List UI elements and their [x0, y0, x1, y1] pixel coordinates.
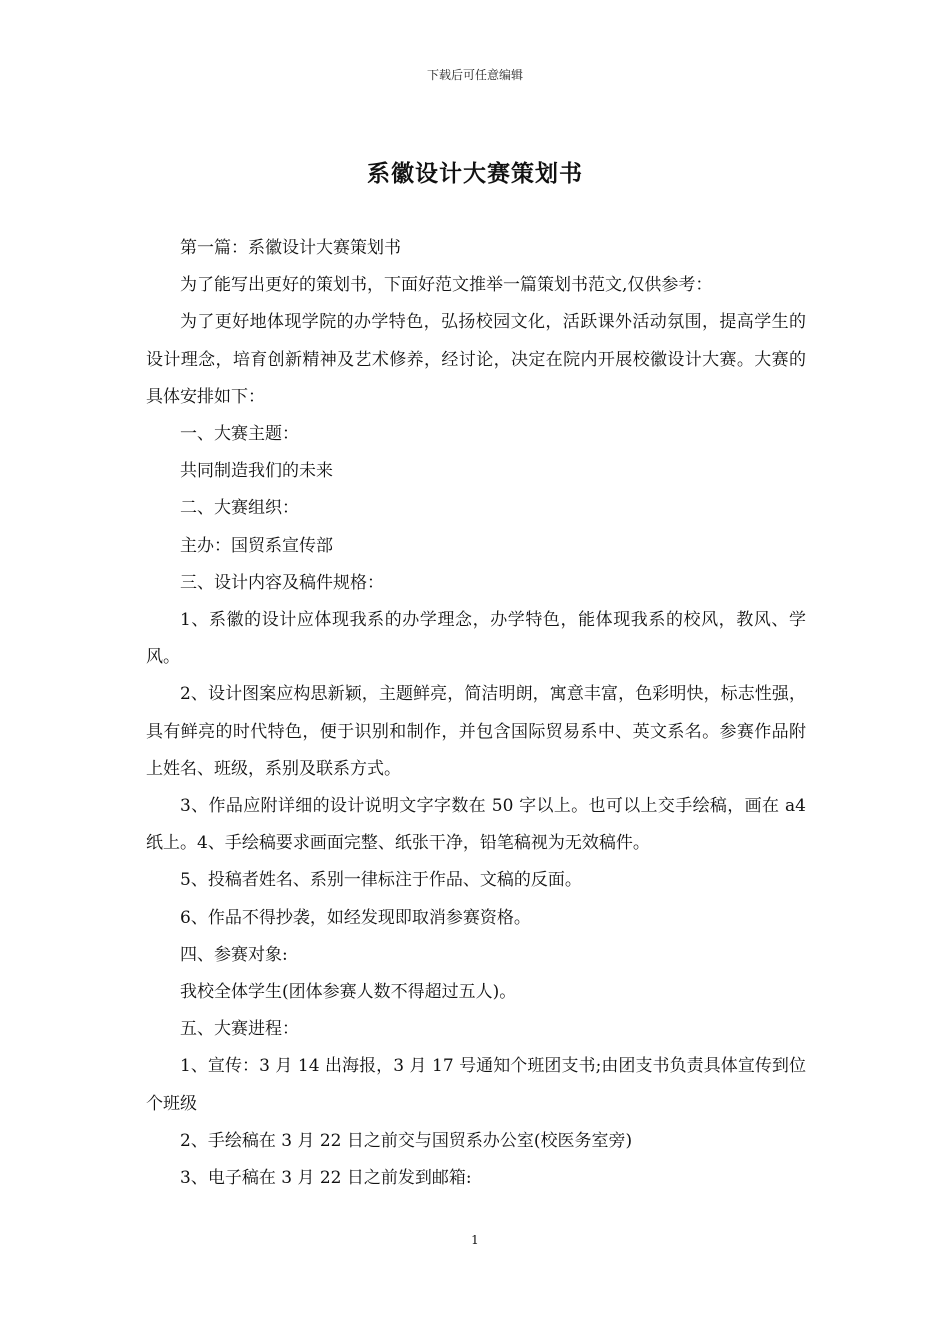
document-title: 系徽设计大赛策划书: [367, 160, 583, 187]
paragraph: 5、投稿者姓名、系别一律标注于作品、文稿的反面。: [180, 870, 582, 891]
document-body: [146, 230, 806, 1197]
paragraph: 共同制造我们的未来: [180, 461, 333, 482]
paragraph: 第一篇：系徽设计大赛策划书: [180, 238, 401, 258]
paragraph: 四、参赛对象:: [180, 944, 288, 965]
page-header: 下载后可任意编辑: [426, 68, 523, 82]
paragraph: 3、作品应附详细的设计说明文字字数在 50 字以上。也可以上交手绘稿，画在 a4 纸上。4、手绘稿要求画面完整、纸张干净，铅笔稿视为无效稿件。: [146, 796, 806, 854]
paragraph: 主办：国贸系宣传部: [180, 535, 333, 556]
paragraph: 1、宣传：3 月 14 出海报，3 月 17 号通知个班团支书;由团支书负责具体宣传到位个班级: [146, 1056, 806, 1114]
paragraph: 6、作品不得抄袭，如经发现即取消参赛资格。: [180, 907, 531, 928]
paragraph: 我校全体学生(团体参赛人数不得超过五人)。: [180, 982, 517, 1003]
paragraph: 1、系徽的设计应体现我系的办学理念，办学特色，能体现我系的校风，教风、学风。: [146, 610, 806, 668]
paragraph: 为了能写出更好的策划书，下面好范文推举一篇策划书范文,仅供参考：: [180, 275, 713, 296]
paragraph: 2、手绘稿在 3 月 22 日之前交与国贸系办公室(校医务室旁): [180, 1130, 633, 1151]
paragraph: 三、设计内容及稿件规格：: [180, 572, 384, 593]
paragraph: 一、大赛主题：: [180, 424, 299, 445]
paragraph: 二、大赛组织：: [180, 498, 299, 519]
paragraph: 五、大赛进程：: [180, 1019, 299, 1040]
page-number: 1: [471, 1233, 479, 1247]
paragraph: 为了更好地体现学院的办学特色，弘扬校园文化，活跃课外活动氛围，提高学生的设计理念，培育创新精神及艺术修养，经讨论，决定在院内开展校徽设计大赛。大赛的具体安排如下：: [146, 312, 806, 407]
paragraph: 2、设计图案应构思新颖，主题鲜亮，简洁明朗，寓意丰富，色彩明快，标志性强，具有鲜亮的时代特色，便于识别和制作，并包含国际贸易系中、英文系名。参赛作品附上姓名、班级，系别及联系方式。: [146, 684, 806, 779]
paragraph: 3、电子稿在 3 月 22 日之前发到邮箱:: [180, 1168, 472, 1189]
